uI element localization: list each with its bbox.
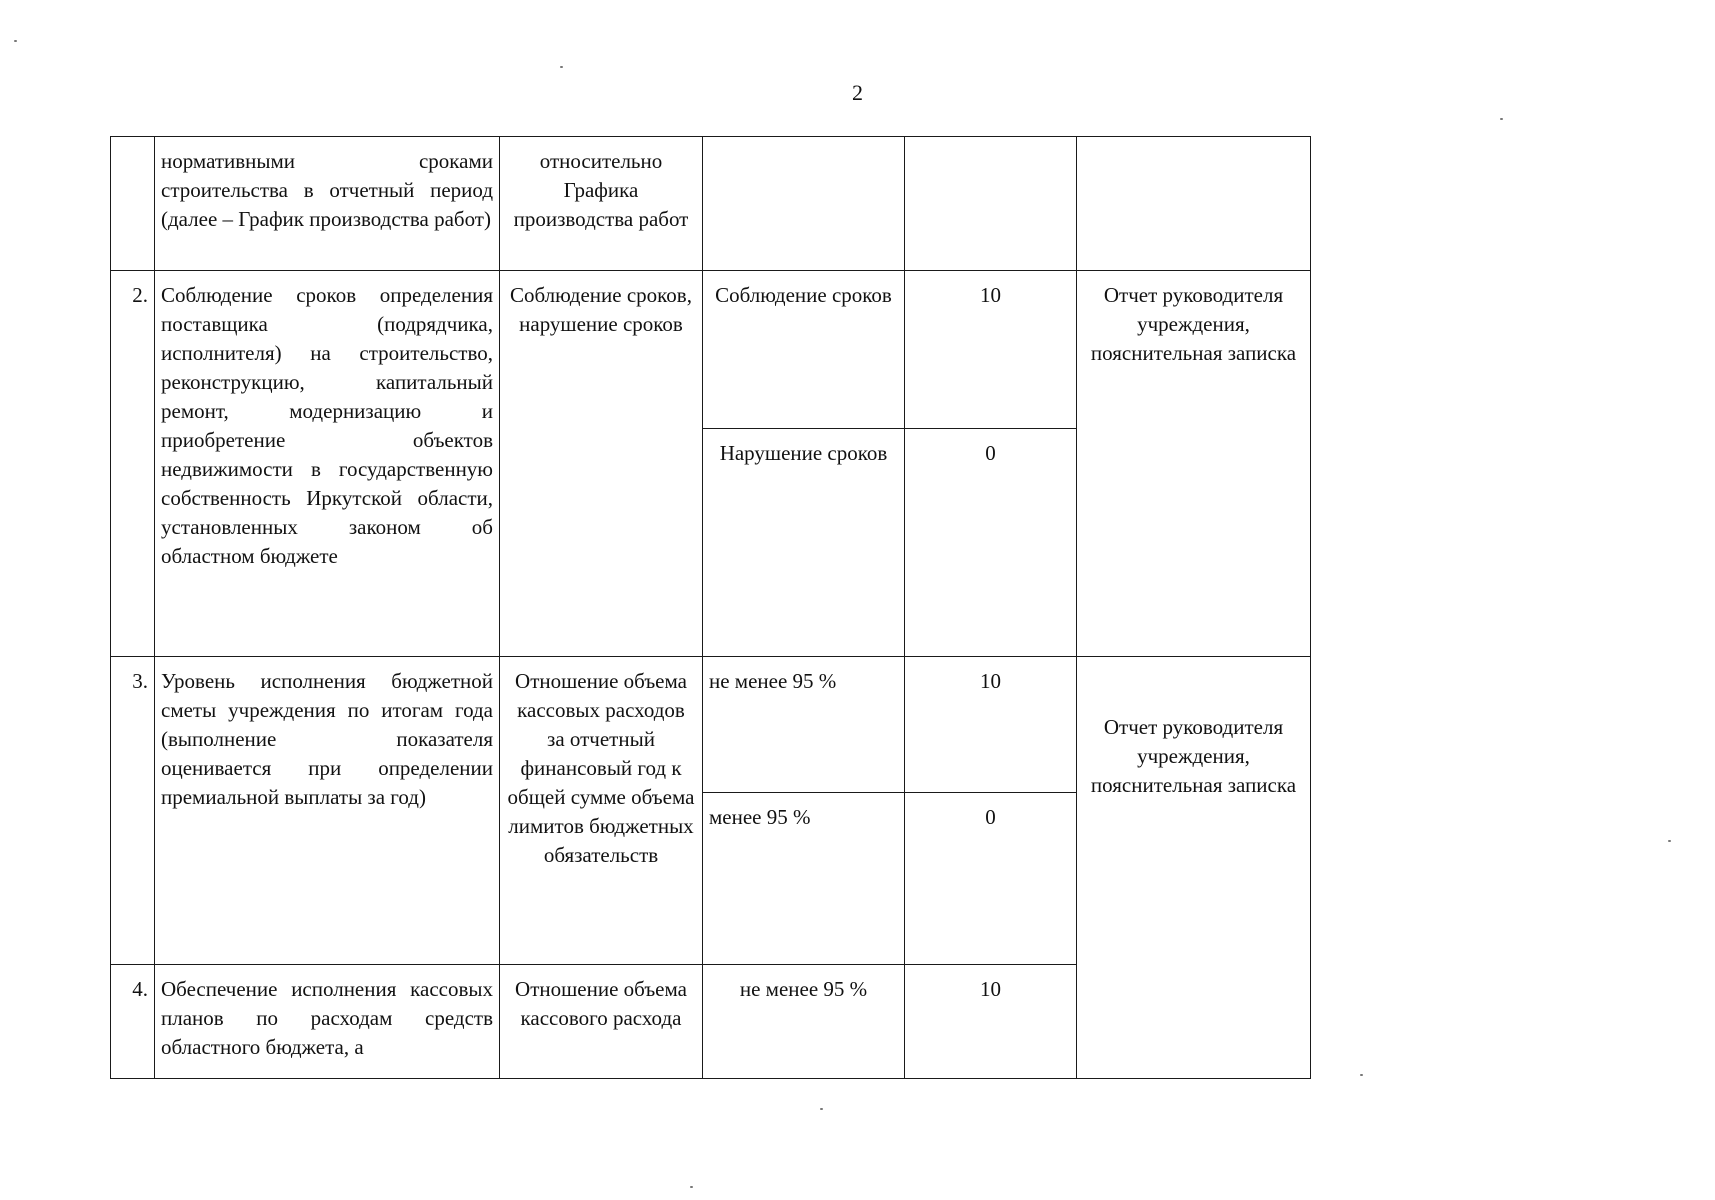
criteria-cell: не менее 95 %	[703, 965, 905, 1079]
points-cell: 10	[905, 965, 1077, 1079]
criteria-cell: менее 95 %	[703, 793, 905, 965]
criteria-cell: не менее 95 %	[703, 657, 905, 793]
criteria-cell: Нарушение сроков	[703, 429, 905, 657]
points-cell: 0	[905, 429, 1077, 657]
row-number-cell: 4.	[111, 965, 155, 1079]
scan-speck	[1668, 840, 1671, 842]
scan-speck	[820, 1108, 823, 1110]
scan-speck	[560, 66, 563, 68]
points-cell	[905, 137, 1077, 271]
row-number-cell	[111, 137, 155, 271]
row-number-cell: 3.	[111, 657, 155, 965]
value-cell: Соблюдение сроков, нарушение сроков	[500, 271, 703, 657]
table-row-continuation	[111, 137, 1311, 271]
scan-speck	[1360, 1074, 1363, 1076]
criteria-cell: Соблюдение сроков	[703, 271, 905, 429]
scan-speck	[690, 1186, 693, 1188]
points-cell: 0	[905, 793, 1077, 965]
indicator-cell: Уровень исполнения бюджетной сметы учреждения по итогам года (выполнение показателя оценивается при определении премиальной выплаты за год)	[155, 657, 500, 965]
indicator-cell: нормативными сроками строительства в отчетный период (далее – График производства работ)	[155, 137, 500, 271]
criteria-cell	[703, 137, 905, 271]
page-number: 2	[852, 80, 863, 105]
scan-speck	[1500, 118, 1503, 120]
indicator-cell: Соблюдение сроков определения поставщика (подрядчика, исполнителя) на строительство, реконструкцию, капитальный ремонт, модернизацию и приобретение объектов недвижимости в государственную собственность Иркутской области, установленных законом об областном бюджете	[155, 271, 500, 657]
points-cell: 10	[905, 657, 1077, 793]
table-row-3	[111, 657, 1311, 793]
source-cell	[1077, 137, 1311, 271]
value-cell: Отношение объема кассового расхода	[500, 965, 703, 1079]
scan-speck	[14, 40, 17, 42]
row-number-cell: 2.	[111, 271, 155, 657]
source-cell: Отчет руководителя учреждения, пояснительная записка	[1077, 657, 1311, 1079]
value-cell: Отношение объема кассовых расходов за отчетный финансовый год к общей сумме объема лимитов бюджетных обязательств	[500, 657, 703, 965]
criteria-table	[110, 136, 1311, 1079]
source-cell: Отчет руководителя учреждения, пояснительная записка	[1077, 271, 1311, 657]
value-cell: относительно Графика производства работ	[500, 137, 703, 271]
indicator-cell: Обеспечение исполнения кассовых планов по расходам средств областного бюджета, а	[155, 965, 500, 1079]
table-row-2	[111, 271, 1311, 429]
points-cell: 10	[905, 271, 1077, 429]
